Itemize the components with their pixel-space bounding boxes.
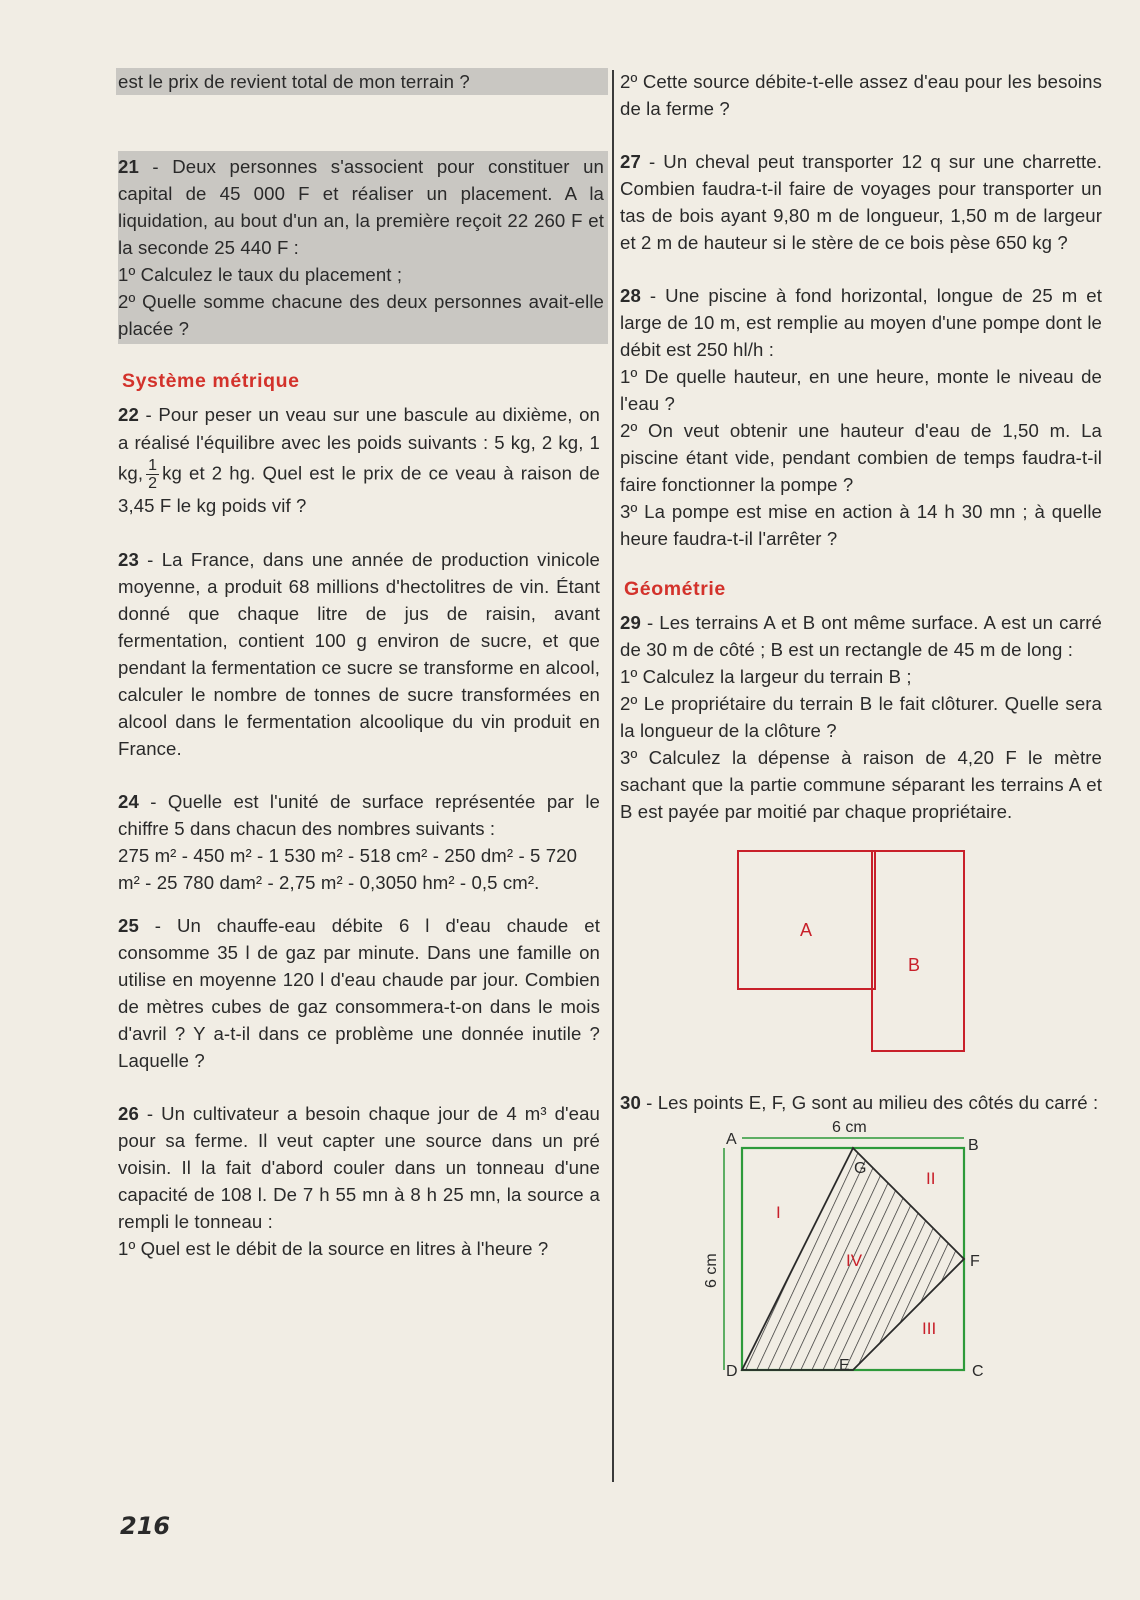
figure-terrains-a-b (620, 839, 1102, 1069)
page-number: 216 (120, 1512, 171, 1540)
region-iii-label: III (922, 1319, 937, 1338)
point-c-label: C (972, 1363, 984, 1380)
problem-number: 25 (118, 915, 139, 936)
problem-number: 26 (118, 1103, 139, 1124)
problem-29 (620, 609, 1102, 825)
problem-28-text: 28 - Une piscine à fond horizontal, longue de 25 m et large de 10 m, est remplie au moyen d'une pompe dont le débit est 250 hl/h : (620, 285, 1102, 360)
label-terrain-b: B (908, 955, 921, 975)
problem-number: 27 (620, 151, 641, 172)
right-column (620, 68, 1102, 1380)
problem-28-question-2: 2º On veut obtenir une hauteur d'eau de 1,50 m. La piscine étant vide, pendant combien de temps faudra-t-il faire fonctionner la pompe ? (620, 420, 1102, 495)
problem-29-question-3: 3º Calculez la dépense à raison de 4,20 F le mètre sachant que la partie commune séparant les terrains A et B est payée par moitié par chaque propriétaire. (620, 747, 1102, 822)
problem-number: 21 (118, 156, 139, 177)
point-g-label: G (854, 1160, 867, 1177)
point-e-label: E (839, 1357, 850, 1374)
label-terrain-a: A (800, 920, 813, 940)
problem-21-question-1: 1º Calculez le taux du placement ; (118, 264, 403, 285)
problem-number: 24 (118, 791, 139, 812)
point-a-label: A (726, 1131, 737, 1148)
problem-30: 30 - Les points E, F, G sont au milieu des côtés du carré : (620, 1092, 1099, 1113)
region-ii-label: II (926, 1169, 936, 1188)
problem-21-text: 21 - Deux personnes s'associent pour constituer un capital de 45 000 F et réaliser un placement. A la liquidation, au bout d'un an, la première reçoit 22 260 F et la seconde 25 440 F : (118, 156, 604, 258)
problem-23: 23 - La France, dans une année de production vinicole moyenne, a produit 68 millions d'hectolitres de vin. Étant donné que chaque litre de jus de raisin, avant fermentation, contient 100 g environ de sucre, et que pendant la fermentation ce sucre se transforme en alcool, calculer le nombre de tonnes de sucre transformées en alcool dans le fermentation alcoolique du vin produit en France. (118, 549, 600, 759)
problem-28-question-1: 1º De quelle hauteur, en une heure, monte le niveau de l'eau ? (620, 366, 1102, 414)
problem-28 (620, 282, 1102, 552)
point-b-label: B (968, 1137, 979, 1154)
fraction-one-half: $\frac{1}{2}$ (148, 457, 158, 492)
problem-24 (118, 788, 600, 896)
region-iv-label: IV (846, 1251, 863, 1270)
problem-24-text: 24 - Quelle est l'unité de surface représentée par le chiffre 5 dans chacun des nombres suivants : (118, 791, 600, 839)
problem-number: 23 (118, 549, 139, 570)
problem-number: 22 (118, 404, 139, 425)
problem-26 (118, 1100, 600, 1262)
problem-28-question-3: 3º La pompe est mise en action à 14 h 30 mn ; à quelle heure faudra-t-il l'arrêter ? (620, 501, 1102, 549)
left-column (118, 68, 604, 1262)
problem-29-question-2: 2º Le propriétaire du terrain B le fait clôturer. Quelle sera la longueur de la clôture ? (620, 693, 1102, 741)
point-f-label: F (970, 1253, 980, 1270)
problem-27: 27 - Un cheval peut transporter 12 q sur une charrette. Combien faudra-t-il faire de voyages pour transporter un tas de bois ayant 9,80 m de longueur, 1,50 m de largeur et 2 m de hauteur si le stère de ce bois pèse 650 kg ? (620, 151, 1102, 253)
problem-20-tail: est le prix de revient total de mon terrain ? (116, 68, 608, 95)
problem-26-question-2: 2º Cette source débite-t-elle assez d'eau pour les besoins de la ferme ? (620, 71, 1102, 119)
terrain-b (872, 851, 964, 1051)
problem-26-text: 26 - Un cultivateur a besoin chaque jour de 4 m³ d'eau pour sa ferme. Il veut capter une source dans un pré voisin. Il la fait d'abord couler dans un tonneau d'une capacité de 108 l. De 7 h 55 mn à 8 h 25 mn, la source a rempli le tonneau : (118, 1103, 600, 1232)
problem-22: 22 - Pour peser un veau sur une bascule au dixième, on a réalisé l'équilibre avec les poids suivants : 5 kg, 2 kg, 1 kg, $\frac{1}{2}$ kg et 2 hg. Quel est le prix de ce veau à raison de 3,45 F le kg poids vif ? (118, 404, 600, 516)
problem-number: 30 (620, 1092, 641, 1113)
problem-24-list: 275 m² - 450 m² - 1 530 m² - 518 cm² - 250 dm² - 5 720 m² - 25 780 dam² - 2,75 m² - 0,3050 hm² - 0,5 cm². (118, 845, 578, 893)
problem-29-question-1: 1º Calculez la largeur du terrain B ; (620, 666, 912, 687)
figure-square-abcd (620, 1118, 1102, 1380)
side-dimension-label: 6 cm (703, 1253, 720, 1288)
column-divider (612, 70, 614, 1482)
problem-29-text: 29 - Les terrains A et B ont même surface. A est un carré de 30 m de côté ; B est un rectangle de 45 m de long : (620, 612, 1102, 660)
region-i-label: I (776, 1203, 781, 1222)
problem-26-question-1: 1º Quel est le débit de la source en litres à l'heure ? (118, 1238, 549, 1259)
section-title: Système métrique (122, 370, 300, 392)
problem-25: 25 - Un chauffe-eau débite 6 l d'eau chaude et consomme 35 l de gaz par minute. Dans une famille on utilise en moyenne 120 l d'eau chaude par jour. Combien de mètres cubes de gaz consommera-t-on dans le mois d'avril ? Y a-t-il dans ce problème une donnée inutile ? Laquelle ? (118, 915, 600, 1071)
section-title: Géométrie (624, 578, 726, 600)
top-dimension-label: 6 cm (832, 1119, 867, 1136)
problem-21-question-2: 2º Quelle somme chacune des deux personnes avait-elle placée ? (118, 291, 604, 339)
problem-number: 29 (620, 612, 641, 633)
problem-number: 28 (620, 285, 641, 306)
problem-21 (118, 151, 608, 344)
point-d-label: D (726, 1363, 738, 1380)
